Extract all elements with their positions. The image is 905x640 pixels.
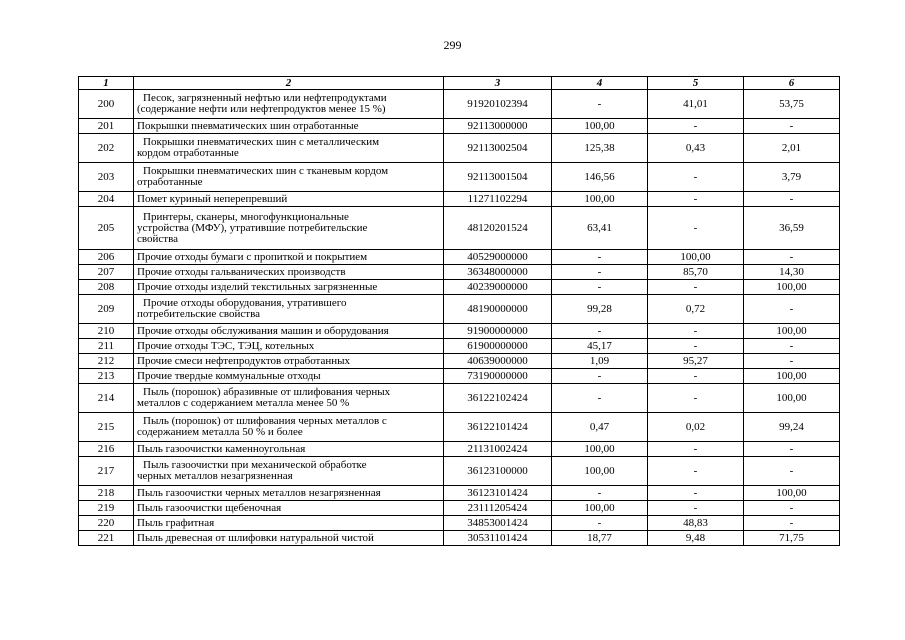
waste-name [134,134,444,163]
table-row [79,250,840,265]
value-col-5: 100,00 [648,250,744,265]
waste-name-line: Прочие отходы изделий текстильных загрязненные [137,280,378,293]
value-col-5: - [648,324,744,339]
waste-name [134,354,444,369]
waste-code: 40529000000 [444,250,552,265]
waste-name-line: Пыль газоочистки при механической обработке [143,459,367,471]
value-col-5: - [648,457,744,486]
waste-name [134,339,444,354]
waste-name-line: кордом отработанные [137,147,239,159]
waste-name [134,501,444,516]
value-col-5: - [648,486,744,501]
header-cell: 5 [648,77,744,90]
header-cell: 4 [552,77,648,90]
header-row [79,77,840,90]
value-col-6: 100,00 [744,486,840,501]
value-col-6: - [744,250,840,265]
waste-name-line: Пыль графитная [137,516,215,529]
row-number: 215 [79,413,134,442]
table-row [79,324,840,339]
value-col-4: - [552,486,648,501]
value-col-5: 41,01 [648,90,744,119]
table-row [79,280,840,295]
waste-code: 36348000000 [444,265,552,280]
value-col-5: - [648,207,744,250]
waste-name [134,207,444,250]
table-body [79,90,840,546]
waste-name-line: Пыль газоочистки щебеночная [137,501,282,514]
value-col-6: 71,75 [744,531,840,546]
value-col-4: 100,00 [552,457,648,486]
value-col-6: - [744,339,840,354]
waste-code: 40639000000 [444,354,552,369]
waste-name [134,516,444,531]
value-col-6: 36,59 [744,207,840,250]
value-col-4: 100,00 [552,119,648,134]
value-col-5: - [648,501,744,516]
value-col-4: - [552,324,648,339]
waste-code: 48190000000 [444,295,552,324]
waste-name-line: содержанием металла 50 % и более [137,426,303,438]
table-row [79,354,840,369]
row-number: 210 [79,324,134,339]
table-row [79,384,840,413]
value-col-5: 95,27 [648,354,744,369]
value-col-4: - [552,90,648,119]
table-row [79,501,840,516]
table-row [79,207,840,250]
waste-name-line: устройства (МФУ), утратившие потребительские [137,221,368,234]
value-col-6: 100,00 [744,384,840,413]
waste-code: 36122101424 [444,413,552,442]
waste-name [134,442,444,457]
waste-name-line: Помет куриный неперепревший [137,192,288,205]
waste-name [134,369,444,384]
row-number: 204 [79,192,134,207]
value-col-6: - [744,119,840,134]
value-col-6: 99,24 [744,413,840,442]
row-number: 211 [79,339,134,354]
waste-name-line: Прочие отходы бумаги с пропиткой и покрытием [137,250,368,263]
page-number: 299 [443,38,462,52]
table-row [79,457,840,486]
value-col-5: - [648,442,744,457]
waste-name-line: Песок, загрязненный нефтью или нефтепродуктами [143,92,387,104]
row-number: 220 [79,516,134,531]
value-col-6: 100,00 [744,369,840,384]
value-col-4: 99,28 [552,295,648,324]
value-col-5: 0,72 [648,295,744,324]
value-col-4: - [552,369,648,384]
row-number: 201 [79,119,134,134]
value-col-5: - [648,280,744,295]
table-row [79,163,840,192]
row-number: 212 [79,354,134,369]
table-row [79,442,840,457]
waste-name [134,295,444,324]
header-cell: 6 [744,77,840,90]
table-row [79,369,840,384]
waste-code: 91900000000 [444,324,552,339]
waste-name [134,413,444,442]
value-col-4: 100,00 [552,192,648,207]
waste-code: 40239000000 [444,280,552,295]
waste-name-line: Прочие твердые коммунальные отходы [137,369,321,382]
table-row [79,90,840,119]
row-number: 206 [79,250,134,265]
value-col-6: 2,01 [744,134,840,163]
table-row [79,134,840,163]
value-col-5: 0,43 [648,134,744,163]
waste-name-line: Пыль газоочистки каменноугольная [137,442,306,455]
table-row [79,295,840,324]
value-col-5: - [648,339,744,354]
waste-code: 11271102294 [444,192,552,207]
value-col-4: 1,09 [552,354,648,369]
value-col-6: 53,75 [744,90,840,119]
value-col-6: 3,79 [744,163,840,192]
value-col-5: 9,48 [648,531,744,546]
waste-name-line: металлов с содержанием металла менее 50 % [137,397,350,409]
waste-name-line: свойства [137,232,179,245]
table-row [79,265,840,280]
waste-code: 34853001424 [444,516,552,531]
waste-name-line: Принтеры, сканеры, многофункциональные [143,210,349,223]
waste-code: 92113000000 [444,119,552,134]
row-number: 202 [79,134,134,163]
value-col-4: 125,38 [552,134,648,163]
value-col-6: - [744,516,840,531]
waste-name [134,384,444,413]
waste-code: 73190000000 [444,369,552,384]
waste-name-line: отработанные [137,176,203,188]
value-col-6: - [744,457,840,486]
waste-name [134,250,444,265]
value-col-4: - [552,384,648,413]
value-col-4: 100,00 [552,501,648,516]
value-col-6: 14,30 [744,265,840,280]
waste-name [134,265,444,280]
waste-name-line: Покрышки пневматических шин с тканевым кордом [143,165,389,177]
waste-code: 61900000000 [444,339,552,354]
value-col-6: - [744,295,840,324]
value-col-6: 100,00 [744,324,840,339]
waste-name-line: Прочие отходы гальванических производств [137,265,346,278]
value-col-5: - [648,119,744,134]
row-number: 207 [79,265,134,280]
waste-name-line: черных металлов незагрязненная [137,470,293,482]
value-col-4: 0,47 [552,413,648,442]
header-cell: 1 [79,77,134,90]
row-number: 203 [79,163,134,192]
waste-name-line: (содержание нефти или нефтепродуктов менее 15 %) [137,103,386,115]
waste-name [134,192,444,207]
row-number: 218 [79,486,134,501]
row-number: 213 [79,369,134,384]
waste-name-line: Пыль (порошок) абразивные от шлифования черных [143,386,391,398]
value-col-5: - [648,384,744,413]
value-col-4: - [552,250,648,265]
waste-name-line: Прочие отходы обслуживания машин и оборудования [137,324,389,337]
waste-name-line: Пыль газоочистки черных металлов незагрязненная [137,486,381,499]
waste-name [134,163,444,192]
value-col-4: 63,41 [552,207,648,250]
waste-code: 21131002424 [444,442,552,457]
header-cell: 2 [134,77,444,90]
waste-name-line: Прочие смеси нефтепродуктов отработанных [137,354,351,367]
waste-name-line: Прочие отходы ТЭС, ТЭЦ, котельных [137,339,315,352]
waste-code: 23111205424 [444,501,552,516]
value-col-5: - [648,192,744,207]
value-col-6: 100,00 [744,280,840,295]
waste-name [134,119,444,134]
waste-code: 91920102394 [444,90,552,119]
waste-name-line: Прочие отходы оборудования, утратившего [143,297,347,309]
waste-name [134,90,444,119]
value-col-5: - [648,369,744,384]
value-col-4: 100,00 [552,442,648,457]
waste-name-line: Покрышки пневматических шин с металлическим [143,136,380,148]
waste-code: 48120201524 [444,207,552,250]
row-number: 214 [79,384,134,413]
waste-code: 36122102424 [444,384,552,413]
value-col-5: - [648,163,744,192]
waste-table [78,76,840,546]
waste-name-line: потребительские свойства [137,308,260,320]
table-row [79,486,840,501]
table-row [79,339,840,354]
row-number: 219 [79,501,134,516]
waste-code: 92113001504 [444,163,552,192]
value-col-5: 48,83 [648,516,744,531]
waste-name-line: Пыль (порошок) от шлифования черных металлов с [143,415,387,427]
table-row [79,192,840,207]
waste-code: 36123101424 [444,486,552,501]
row-number: 208 [79,280,134,295]
waste-name-line: Пыль древесная от шлифовки натуральной чистой [137,531,374,544]
value-col-4: 45,17 [552,339,648,354]
value-col-4: - [552,516,648,531]
row-number: 209 [79,295,134,324]
value-col-6: - [744,501,840,516]
waste-code: 92113002504 [444,134,552,163]
row-number: 200 [79,90,134,119]
value-col-5: 85,70 [648,265,744,280]
value-col-5: 0,02 [648,413,744,442]
value-col-6: - [744,354,840,369]
waste-name [134,531,444,546]
waste-name [134,457,444,486]
row-number: 221 [79,531,134,546]
value-col-4: 146,56 [552,163,648,192]
table-row [79,119,840,134]
waste-code: 30531101424 [444,531,552,546]
value-col-4: 18,77 [552,531,648,546]
value-col-4: - [552,280,648,295]
table-row [79,516,840,531]
waste-code: 36123100000 [444,457,552,486]
waste-name [134,324,444,339]
row-number: 216 [79,442,134,457]
value-col-4: - [552,265,648,280]
value-col-6: - [744,442,840,457]
row-number: 205 [79,207,134,250]
row-number: 217 [79,457,134,486]
waste-name [134,280,444,295]
waste-name [134,486,444,501]
waste-name-line: Покрышки пневматических шин отработанные [137,119,359,132]
header-cell: 3 [444,77,552,90]
value-col-6: - [744,192,840,207]
table-row [79,531,840,546]
table-row [79,413,840,442]
